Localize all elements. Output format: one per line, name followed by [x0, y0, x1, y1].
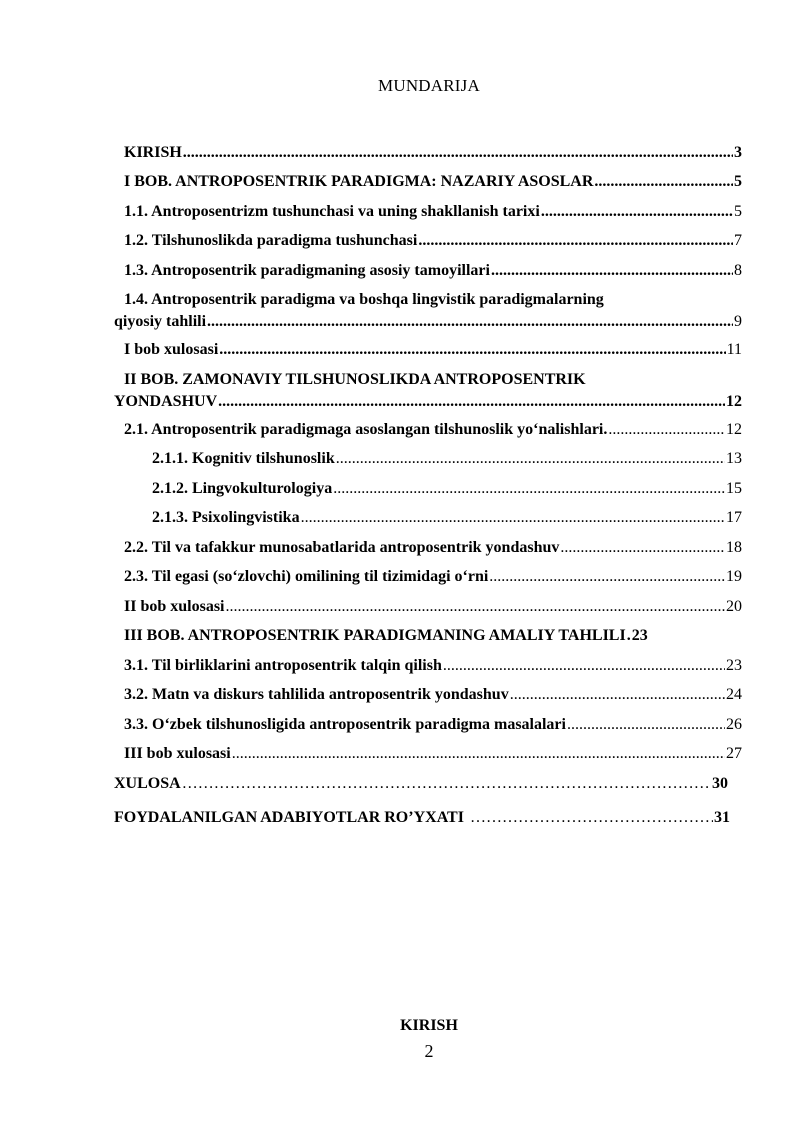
- dot-leader: [541, 201, 733, 223]
- toc-page: 23: [631, 627, 648, 644]
- toc-page: 15: [726, 479, 742, 497]
- toc-entry-1-4[interactable]: [114, 289, 742, 339]
- dot-leader: [182, 773, 711, 795]
- toc-label: I BOB. ANTROPOSENTRIK PARADIGMA: NAZARIY ASOSLAR: [124, 173, 594, 190]
- dot-leader: [183, 142, 733, 164]
- toc-label: 2.1.3. Psixolingvistika: [152, 509, 300, 526]
- toc-page: 5: [734, 173, 742, 190]
- toc-label: 3.3. O‘zbek tilshunosligida antroposentrik paradigma masalalari: [124, 715, 566, 733]
- toc-page: 31: [714, 809, 730, 826]
- dot-leader: [226, 596, 726, 618]
- dot-leader: [510, 684, 725, 706]
- dot-leader: [219, 339, 725, 361]
- toc-label: 1.2. Tilshunoslikda paradigma tushunchasi: [124, 232, 418, 249]
- toc-page: 13: [726, 450, 742, 467]
- toc-page: 5: [734, 202, 742, 220]
- toc-page: 18: [726, 538, 742, 556]
- dot-leader: [560, 537, 725, 559]
- toc-label: 3.2. Matn va diskurs tahlilida antroposentrik yondashuv: [124, 686, 509, 703]
- toc-label-line2: qiyosiy tahlili: [114, 313, 207, 330]
- toc-label: XULOSA: [114, 774, 181, 792]
- toc-entry-2-1-3[interactable]: [114, 507, 742, 537]
- toc-label: II bob xulosasi: [124, 597, 225, 615]
- toc-label: 1.3. Antroposentrik paradigmaning asosiy tamoyillari: [124, 261, 490, 279]
- toc-entry-chapter-2-summary[interactable]: [114, 596, 742, 626]
- dot-leader: [333, 478, 725, 500]
- toc-page: 7: [734, 232, 742, 249]
- toc-label: III bob xulosasi: [124, 745, 231, 762]
- toc-entry-1-3[interactable]: [114, 260, 742, 290]
- dot-leader: [489, 566, 725, 588]
- dot-leader: [608, 419, 725, 441]
- dot-leader: [470, 807, 713, 829]
- toc-entry-chapter-3-summary[interactable]: [114, 743, 742, 773]
- dot-leader: [594, 171, 733, 193]
- toc-label: 3.1. Til birliklarini antroposentrik talqin qilish: [124, 656, 442, 674]
- dot-leader: [567, 714, 725, 736]
- toc-entry-2-1[interactable]: [114, 419, 742, 449]
- page-number: 2: [424, 1041, 434, 1061]
- toc-label: 1.1. Antroposentrizm tushunchasi va uning shakllanish tarixi: [124, 202, 540, 220]
- toc-entry-chapter-3[interactable]: [114, 625, 742, 655]
- toc-label-line1: 1.4. Antroposentrik paradigma va boshqa lingvistik paradigmalarning: [124, 291, 604, 308]
- toc-entry-1-1[interactable]: [114, 201, 742, 231]
- toc-entry-3-1[interactable]: [114, 655, 742, 685]
- toc-label: 2.1.1. Kognitiv tilshunoslik: [152, 450, 335, 467]
- toc-page: 11: [726, 341, 742, 358]
- toc-page: 26: [726, 715, 742, 733]
- dot-leader: [627, 625, 631, 647]
- dot-leader: [232, 743, 725, 765]
- toc-page: 27: [726, 745, 742, 762]
- dot-leader: [491, 260, 733, 282]
- toc-label: KIRISH: [124, 144, 182, 161]
- toc-label-line2: YONDASHUV: [114, 392, 218, 410]
- toc-page: 17: [726, 509, 742, 526]
- toc-entry-2-1-2[interactable]: [114, 478, 742, 508]
- toc-label: 2.1.2. Lingvokulturologiya: [152, 479, 333, 497]
- toc-page: 24: [726, 686, 742, 703]
- toc-entry-chapter-1-summary[interactable]: [114, 339, 742, 369]
- toc-page: 12: [726, 420, 742, 438]
- toc-label: 2.3. Til egasi (so‘zlovchi) omilining til tizimidagi o‘rni: [124, 568, 489, 585]
- dot-leader: [301, 507, 725, 529]
- toc-label: 2.1. Antroposentrik paradigmaga asoslangan tilshunoslik yo‘nalishlari.: [124, 420, 608, 438]
- dot-leader: [218, 391, 725, 413]
- toc-entry-3-2[interactable]: [114, 684, 742, 714]
- toc-label: 2.2. Til va tafakkur munosabatlarida antroposentrik yondashuv: [124, 538, 560, 556]
- toc-page: 19: [726, 568, 742, 585]
- table-of-contents: [114, 138, 742, 837]
- toc-label: III BOB. ANTROPOSENTRIK PARADIGMANING AMALIY TAHLILI: [124, 627, 626, 644]
- toc-label-line1: II BOB. ZAMONAVIY TILSHUNOSLIKDA ANTROPOSENTRIK: [124, 370, 586, 388]
- toc-page: 8: [734, 261, 742, 279]
- dot-leader: [336, 448, 725, 470]
- page-title: MUNDARIJA: [378, 76, 480, 95]
- toc-page: 30: [712, 774, 728, 792]
- toc-label: FOYDALANILGAN ADABIYOTLAR RO’YXATI: [114, 809, 464, 826]
- toc-page: 23: [726, 656, 742, 674]
- toc-label: I bob xulosasi: [124, 341, 219, 358]
- toc-entry-chapter-1[interactable]: [114, 171, 742, 201]
- toc-entry-2-2[interactable]: [114, 537, 742, 567]
- toc-entry-2-1-1[interactable]: [114, 448, 742, 478]
- toc-page: 3: [734, 144, 742, 161]
- toc-page: 12: [726, 392, 742, 410]
- dot-leader: [207, 311, 733, 333]
- toc-entry-3-3[interactable]: [114, 714, 742, 744]
- toc-page: 20: [726, 597, 742, 615]
- toc-entry-kirish[interactable]: [114, 142, 742, 171]
- toc-entry-bibliography[interactable]: [114, 807, 742, 837]
- toc-entry-xulosa[interactable]: [114, 773, 742, 803]
- toc-entry-1-2[interactable]: [114, 230, 742, 260]
- dot-leader: [443, 655, 725, 677]
- toc-entry-chapter-2[interactable]: [114, 369, 742, 419]
- toc-entry-2-3[interactable]: [114, 566, 742, 596]
- next-section-heading: KIRISH: [400, 1017, 458, 1034]
- dot-leader: [418, 230, 733, 252]
- toc-page: 9: [734, 313, 742, 330]
